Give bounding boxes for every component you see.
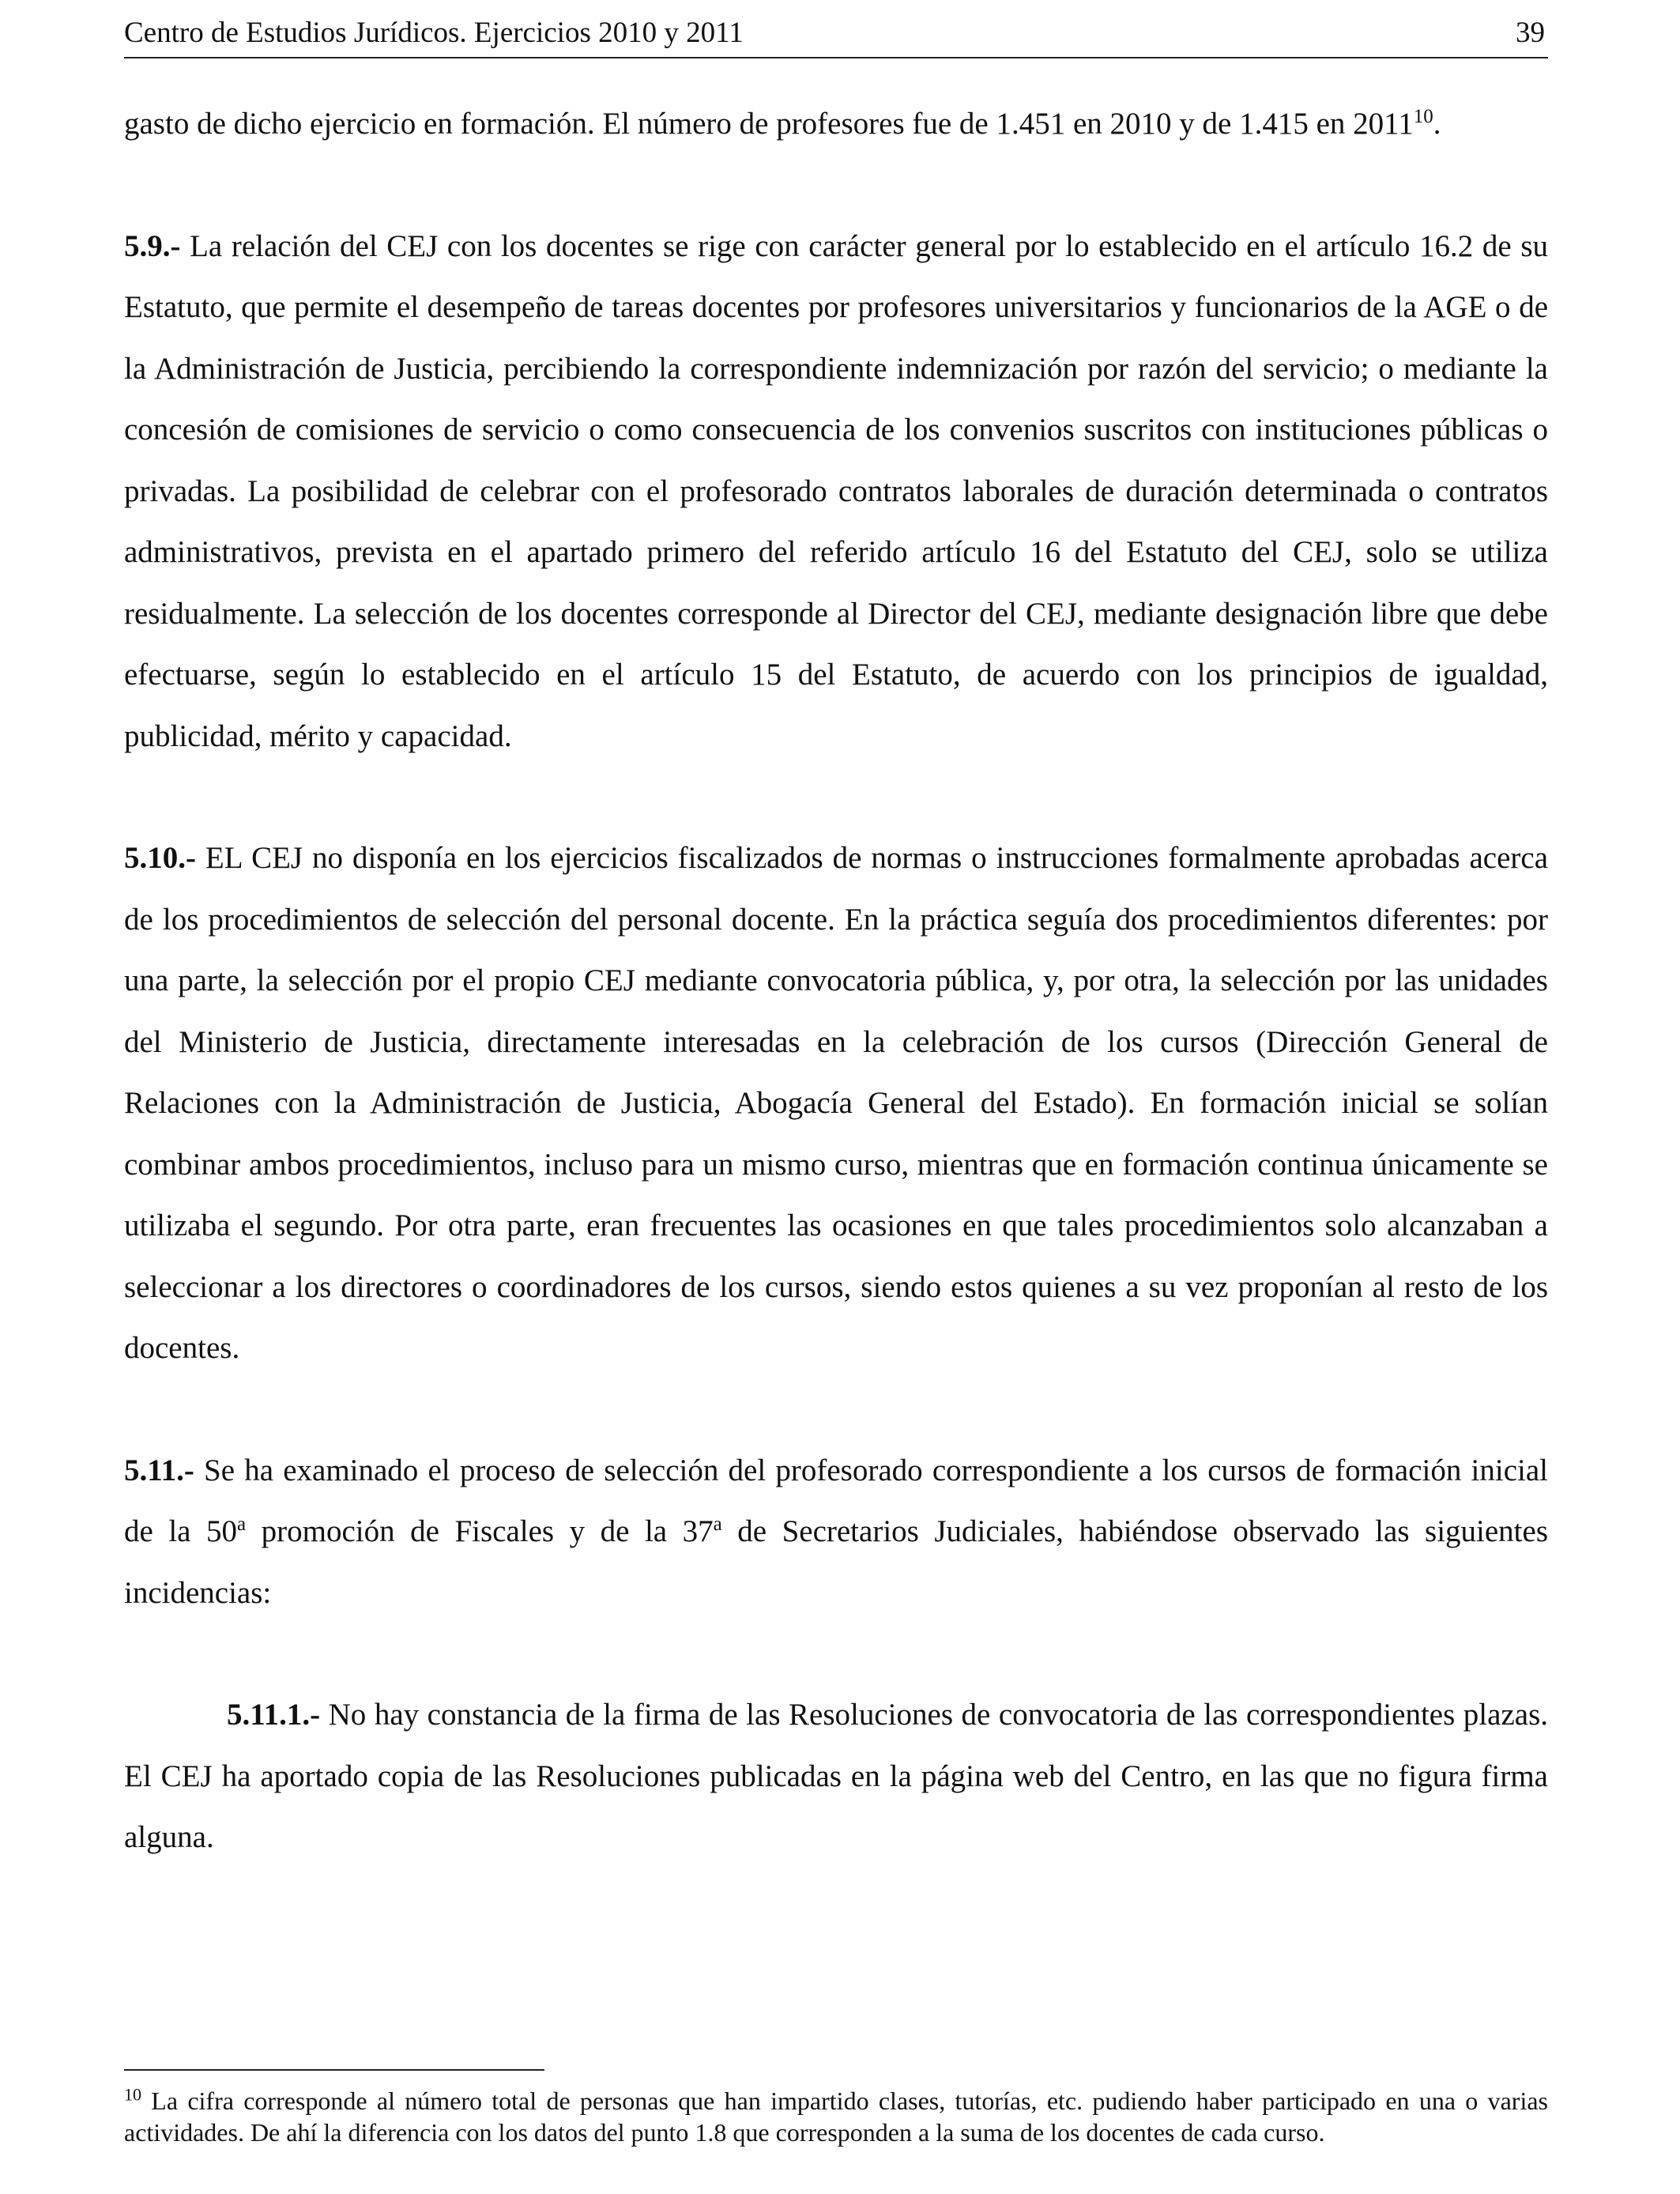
header-title: Centro de Estudios Jurídicos. Ejercicios 2010 y 2011 bbox=[124, 17, 744, 49]
ordinal-superscript: a bbox=[713, 1514, 722, 1535]
section-number: 5.10.- bbox=[124, 841, 196, 875]
section-number: 5.11.- bbox=[124, 1453, 194, 1487]
paragraph-text: gasto de dicho ejercicio en formación. El número de profesores fue de 1.451 en 2010 y de 1.415 en 2011 bbox=[124, 107, 1414, 141]
paragraph-end: . bbox=[1433, 107, 1441, 141]
footnote-number: 10 bbox=[124, 2084, 141, 2105]
section-number: 5.9.- bbox=[124, 228, 181, 263]
section-number: 5.11.1.- bbox=[227, 1698, 321, 1732]
paragraph-5-10 bbox=[124, 827, 1548, 1379]
paragraph-text: promoción de Fiscales y de la 37 bbox=[246, 1514, 714, 1548]
paragraph-5-11-1 bbox=[124, 1684, 1548, 1868]
paragraph-text: No hay constancia de la firma de las Resoluciones de convocatoria de las correspondientes plazas. El CEJ ha aportado copia de las Resoluciones publicadas en la página web del Centro, en las que no figura firma alguna. bbox=[124, 1698, 1548, 1854]
paragraph-text: Se ha examinado el proceso de selección del profesorado correspondiente a los cursos de formación inicial de la 50 bbox=[124, 1453, 1548, 1548]
paragraph-text: de Secretarios Judiciales, habiéndose observado las siguientes incidencias: bbox=[124, 1514, 1548, 1610]
page-header bbox=[124, 11, 1548, 58]
paragraph-text: La relación del CEJ con los docentes se rige con carácter general por lo establecido en el artículo 16.2 de su Estatuto, que permite el desempeño de tareas docentes por profesores universitarios y funcionarios de la AGE o de la Administración de Justicia, percibiendo la correspondiente indemnización por razón del servicio; o mediante la concesión de comisiones de servicio o como consecuencia de los convenios suscritos con instituciones públicas o privadas. La posibilidad de celebrar con el profesorado contratos laborales de duración determinada o contratos administrativos, prevista en el apartado primero del referido artículo 16 del Estatuto del CEJ, solo se utiliza residualmente. La selección de los docentes corresponde al Director del CEJ, mediante designación libre que debe efectuarse, según lo establecido en el artículo 15 del Estatuto, de acuerdo con los principios de igualdad, publicidad, mérito y capacidad. bbox=[124, 228, 1548, 753]
paragraph-continuation bbox=[124, 93, 1548, 155]
page-number: 39 bbox=[1516, 17, 1545, 49]
footnote bbox=[124, 2085, 1548, 2148]
paragraph-5-9 bbox=[124, 216, 1548, 767]
footnote-text: La cifra corresponde al número total de personas que han impartido clases, tutorías, etc. pudiendo haber participado en una o varias actividades. De ahí la diferencia con los datos del punto 1.8 que corresponden a la suma de los docentes de cada curso. bbox=[124, 2087, 1548, 2147]
footnote-separator bbox=[124, 2069, 544, 2071]
footnote-reference: 10 bbox=[1413, 106, 1433, 127]
paragraph-5-11 bbox=[124, 1440, 1548, 1624]
document-body bbox=[124, 93, 1548, 1868]
paragraph-text: EL CEJ no disponía en los ejercicios fiscalizados de normas o instrucciones formalmente aprobadas acerca de los procedimientos de selección del personal docente. En la práctica seguía dos procedimientos diferentes: por una parte, la selección por el propio CEJ mediante convocatoria pública, y, por otra, la selección por las unidades del Ministerio de Justicia, directamente interesadas en la celebración de los cursos (Dirección General de Relaciones con la Administración de Justicia, Abogacía General del Estado). En formación inicial se solían combinar ambos procedimientos, incluso para un mismo curso, mientras que en formación continua únicamente se utilizaba el segundo. Por otra parte, eran frecuentes las ocasiones en que tales procedimientos solo alcanzaban a seleccionar a los directores o coordinadores de los cursos, siendo estos quienes a su vez proponían al resto de los docentes. bbox=[124, 841, 1548, 1365]
ordinal-superscript: a bbox=[237, 1514, 247, 1535]
